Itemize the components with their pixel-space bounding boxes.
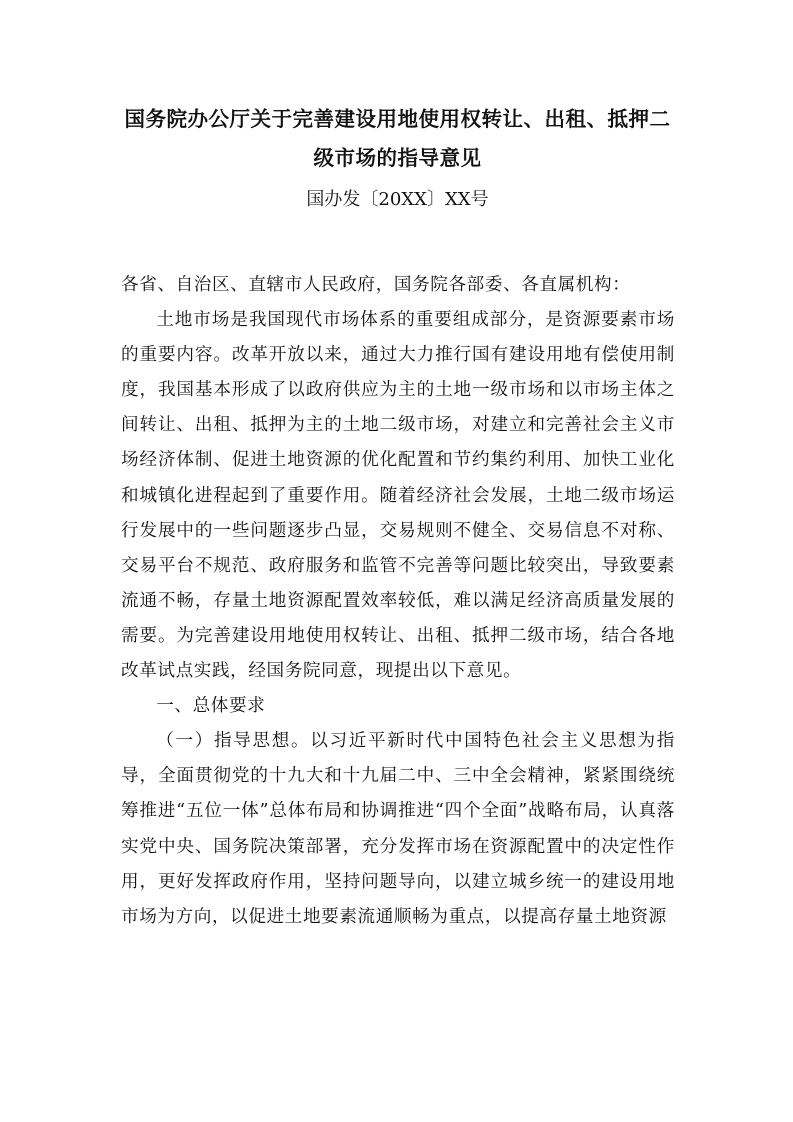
document-number: 国办发〔20XX〕XX号 [306,189,489,210]
document-title-line-1: 国务院办公厅关于完善建设用地使用权转让、出租、抵押二 [124,107,671,131]
section-heading-general-requirements: 一、总体要求 [156,696,266,717]
document-body [121,268,675,935]
document-title-line-2: 级市场的指导意见 [313,146,482,170]
paragraph-intro: 土地市场是我国现代市场体系的重要组成部分，是资源要素市场的重要内容。改革开放以来，通过大力推行国有建设用地有偿使用制度，我国基本形成了以政府供应为主的土地一级市场和以市场主体之间转让、出租、抵押为主的土地二级市场，对建立和完善社会主义市场经济体制、促进土地资源的优化配置和节约集约利用、加快工业化和城镇化进程起到了重要作用。随着经济社会发展，土地二级市场运行发展中的一些问题逐步凸显，交易规则不健全、交易信息不对称、交易平台不规范、政府服务和监管不完善等问题比较突出，导致要素流通不畅，存量土地资源配置效率较低，难以满足经济高质量发展的需要。为完善建设用地使用权转让、出租、抵押二级市场，结合各地改革试点实践，经国务院同意，现提出以下意见。 [121,310,675,682]
paragraph-guiding-thought: （一）指导思想。以习近平新时代中国特色社会主义思想为指导，全面贯彻党的十九大和十九届二中、三中全会精神，紧紧围绕统筹推进“五位一体”总体布局和协调推进“四个全面”战略布局，认真落实党中央、国务院决策部署，充分发挥市场在资源配置中的决定性作用，更好发挥政府作用，坚持问题导向，以建立城乡统一的建设用地市场为方向，以促进土地要素流通顺畅为重点，以提高存量土地资源 [121,731,675,927]
salutation: 各省、自治区、直辖市人民政府，国务院各部委、各直属机构： [121,275,631,295]
